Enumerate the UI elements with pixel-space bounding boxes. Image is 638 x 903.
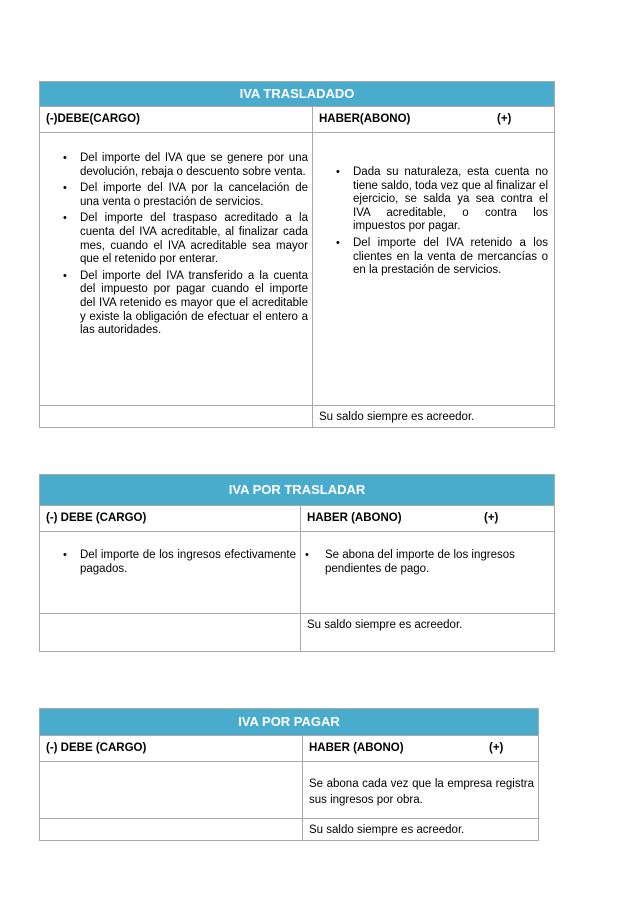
debe-list bbox=[40, 549, 296, 576]
haber-label: HABER(ABONO) bbox=[319, 113, 411, 125]
body-row bbox=[40, 531, 554, 613]
haber-label: HABER (ABONO) bbox=[309, 742, 404, 754]
list-item bbox=[40, 182, 308, 209]
table-title: IVA POR PAGAR bbox=[40, 709, 538, 736]
list-item bbox=[40, 549, 296, 576]
list-item bbox=[40, 212, 308, 266]
list-item-text: Del importe del IVA por la cancelación de una venta o prestación de servicios. bbox=[80, 182, 308, 208]
list-item bbox=[301, 549, 544, 576]
bullet-icon: • bbox=[63, 152, 67, 164]
haber-header bbox=[313, 107, 554, 132]
haber-cell bbox=[301, 532, 554, 613]
debe-cell bbox=[40, 532, 301, 613]
bullet-icon: • bbox=[63, 549, 67, 561]
debe-footer-empty bbox=[40, 406, 313, 427]
bullet-icon: • bbox=[63, 182, 67, 195]
debe-footer-empty bbox=[40, 819, 303, 840]
plus-label: (+) bbox=[484, 512, 499, 524]
footer-row bbox=[40, 613, 554, 651]
list-item bbox=[40, 270, 308, 338]
table-iva-por-trasladar bbox=[39, 474, 555, 652]
list-item bbox=[313, 166, 548, 234]
list-item-text: Se abona del importe de los ingresos pendientes de pago. bbox=[325, 549, 515, 575]
bullet-icon: • bbox=[63, 269, 67, 282]
debe-header bbox=[40, 107, 313, 132]
header-row bbox=[40, 107, 554, 132]
haber-label: HABER (ABONO) bbox=[307, 512, 402, 524]
saldo-cell bbox=[313, 406, 554, 427]
table-title: IVA TRASLADADO bbox=[40, 82, 554, 107]
saldo-text: Su saldo siempre es acreedor. bbox=[309, 824, 465, 836]
list-item-text: Del importe del IVA que se genere por una devolución, rebaja o descuento sobre venta. bbox=[80, 152, 308, 178]
list-item-text: Del importe del IVA transferido a la cuenta del impuesto por pagar cuando el importe del IVA retenido es mayor que el acreditable y existe la obligación de efectuar el entero a las autoridades. bbox=[80, 269, 308, 337]
debe-header bbox=[40, 506, 301, 531]
haber-text: Se abona cada vez que la empresa registra sus ingresos por obra. bbox=[309, 778, 534, 806]
debe-cell-empty bbox=[40, 762, 303, 818]
debe-footer-empty bbox=[40, 614, 301, 651]
haber-cell bbox=[313, 133, 554, 405]
list-item bbox=[40, 152, 308, 179]
haber-list bbox=[313, 166, 548, 278]
bullet-icon: • bbox=[63, 212, 67, 225]
list-item-text: Del importe de los ingresos efectivamente pagados. bbox=[80, 549, 296, 575]
header-row bbox=[40, 736, 538, 761]
debe-label: (-)DEBE(CARGO) bbox=[46, 113, 140, 125]
haber-header bbox=[301, 506, 554, 531]
bullet-icon: • bbox=[336, 236, 340, 249]
list-item-text: Del importe del traspaso acreditado a la cuenta del IVA acreditable, al finalizar cada mes, cuando el IVA acreditable sea mayor que el retenido por enterar. bbox=[80, 212, 308, 266]
table-iva-por-pagar bbox=[39, 708, 539, 841]
saldo-cell bbox=[303, 819, 538, 840]
debe-label: (-) DEBE (CARGO) bbox=[46, 512, 147, 524]
footer-row bbox=[40, 405, 554, 427]
plus-label: (+) bbox=[489, 742, 504, 754]
list-item-text: Del importe del IVA retenido a los clientes en la venta de mercancías o en la prestación de servicios. bbox=[353, 236, 548, 277]
debe-label: (-) DEBE (CARGO) bbox=[46, 742, 147, 754]
body-row bbox=[40, 132, 554, 405]
saldo-text: Su saldo siempre es acreedor. bbox=[307, 619, 463, 631]
saldo-text: Su saldo siempre es acreedor. bbox=[319, 411, 475, 423]
list-item-text: Dada su naturaleza, esta cuenta no tiene saldo, toda vez que al finalizar el ejercicio, se salda ya sea contra el IVA acreditable, o contra los impuestos por pagar. bbox=[353, 166, 548, 233]
haber-header bbox=[303, 736, 538, 761]
table-iva-trasladado bbox=[39, 81, 555, 428]
haber-list bbox=[301, 549, 544, 576]
table-title: IVA POR TRASLADAR bbox=[40, 475, 554, 506]
list-item bbox=[313, 237, 548, 278]
plus-label: (+) bbox=[497, 113, 512, 125]
debe-list bbox=[40, 152, 308, 338]
debe-header bbox=[40, 736, 303, 761]
header-row bbox=[40, 506, 554, 531]
footer-row bbox=[40, 818, 538, 840]
bullet-icon: • bbox=[305, 549, 309, 561]
debe-cell bbox=[40, 133, 313, 405]
body-row bbox=[40, 761, 538, 818]
saldo-cell bbox=[301, 614, 554, 651]
haber-cell bbox=[303, 762, 538, 818]
bullet-icon: • bbox=[336, 166, 340, 178]
